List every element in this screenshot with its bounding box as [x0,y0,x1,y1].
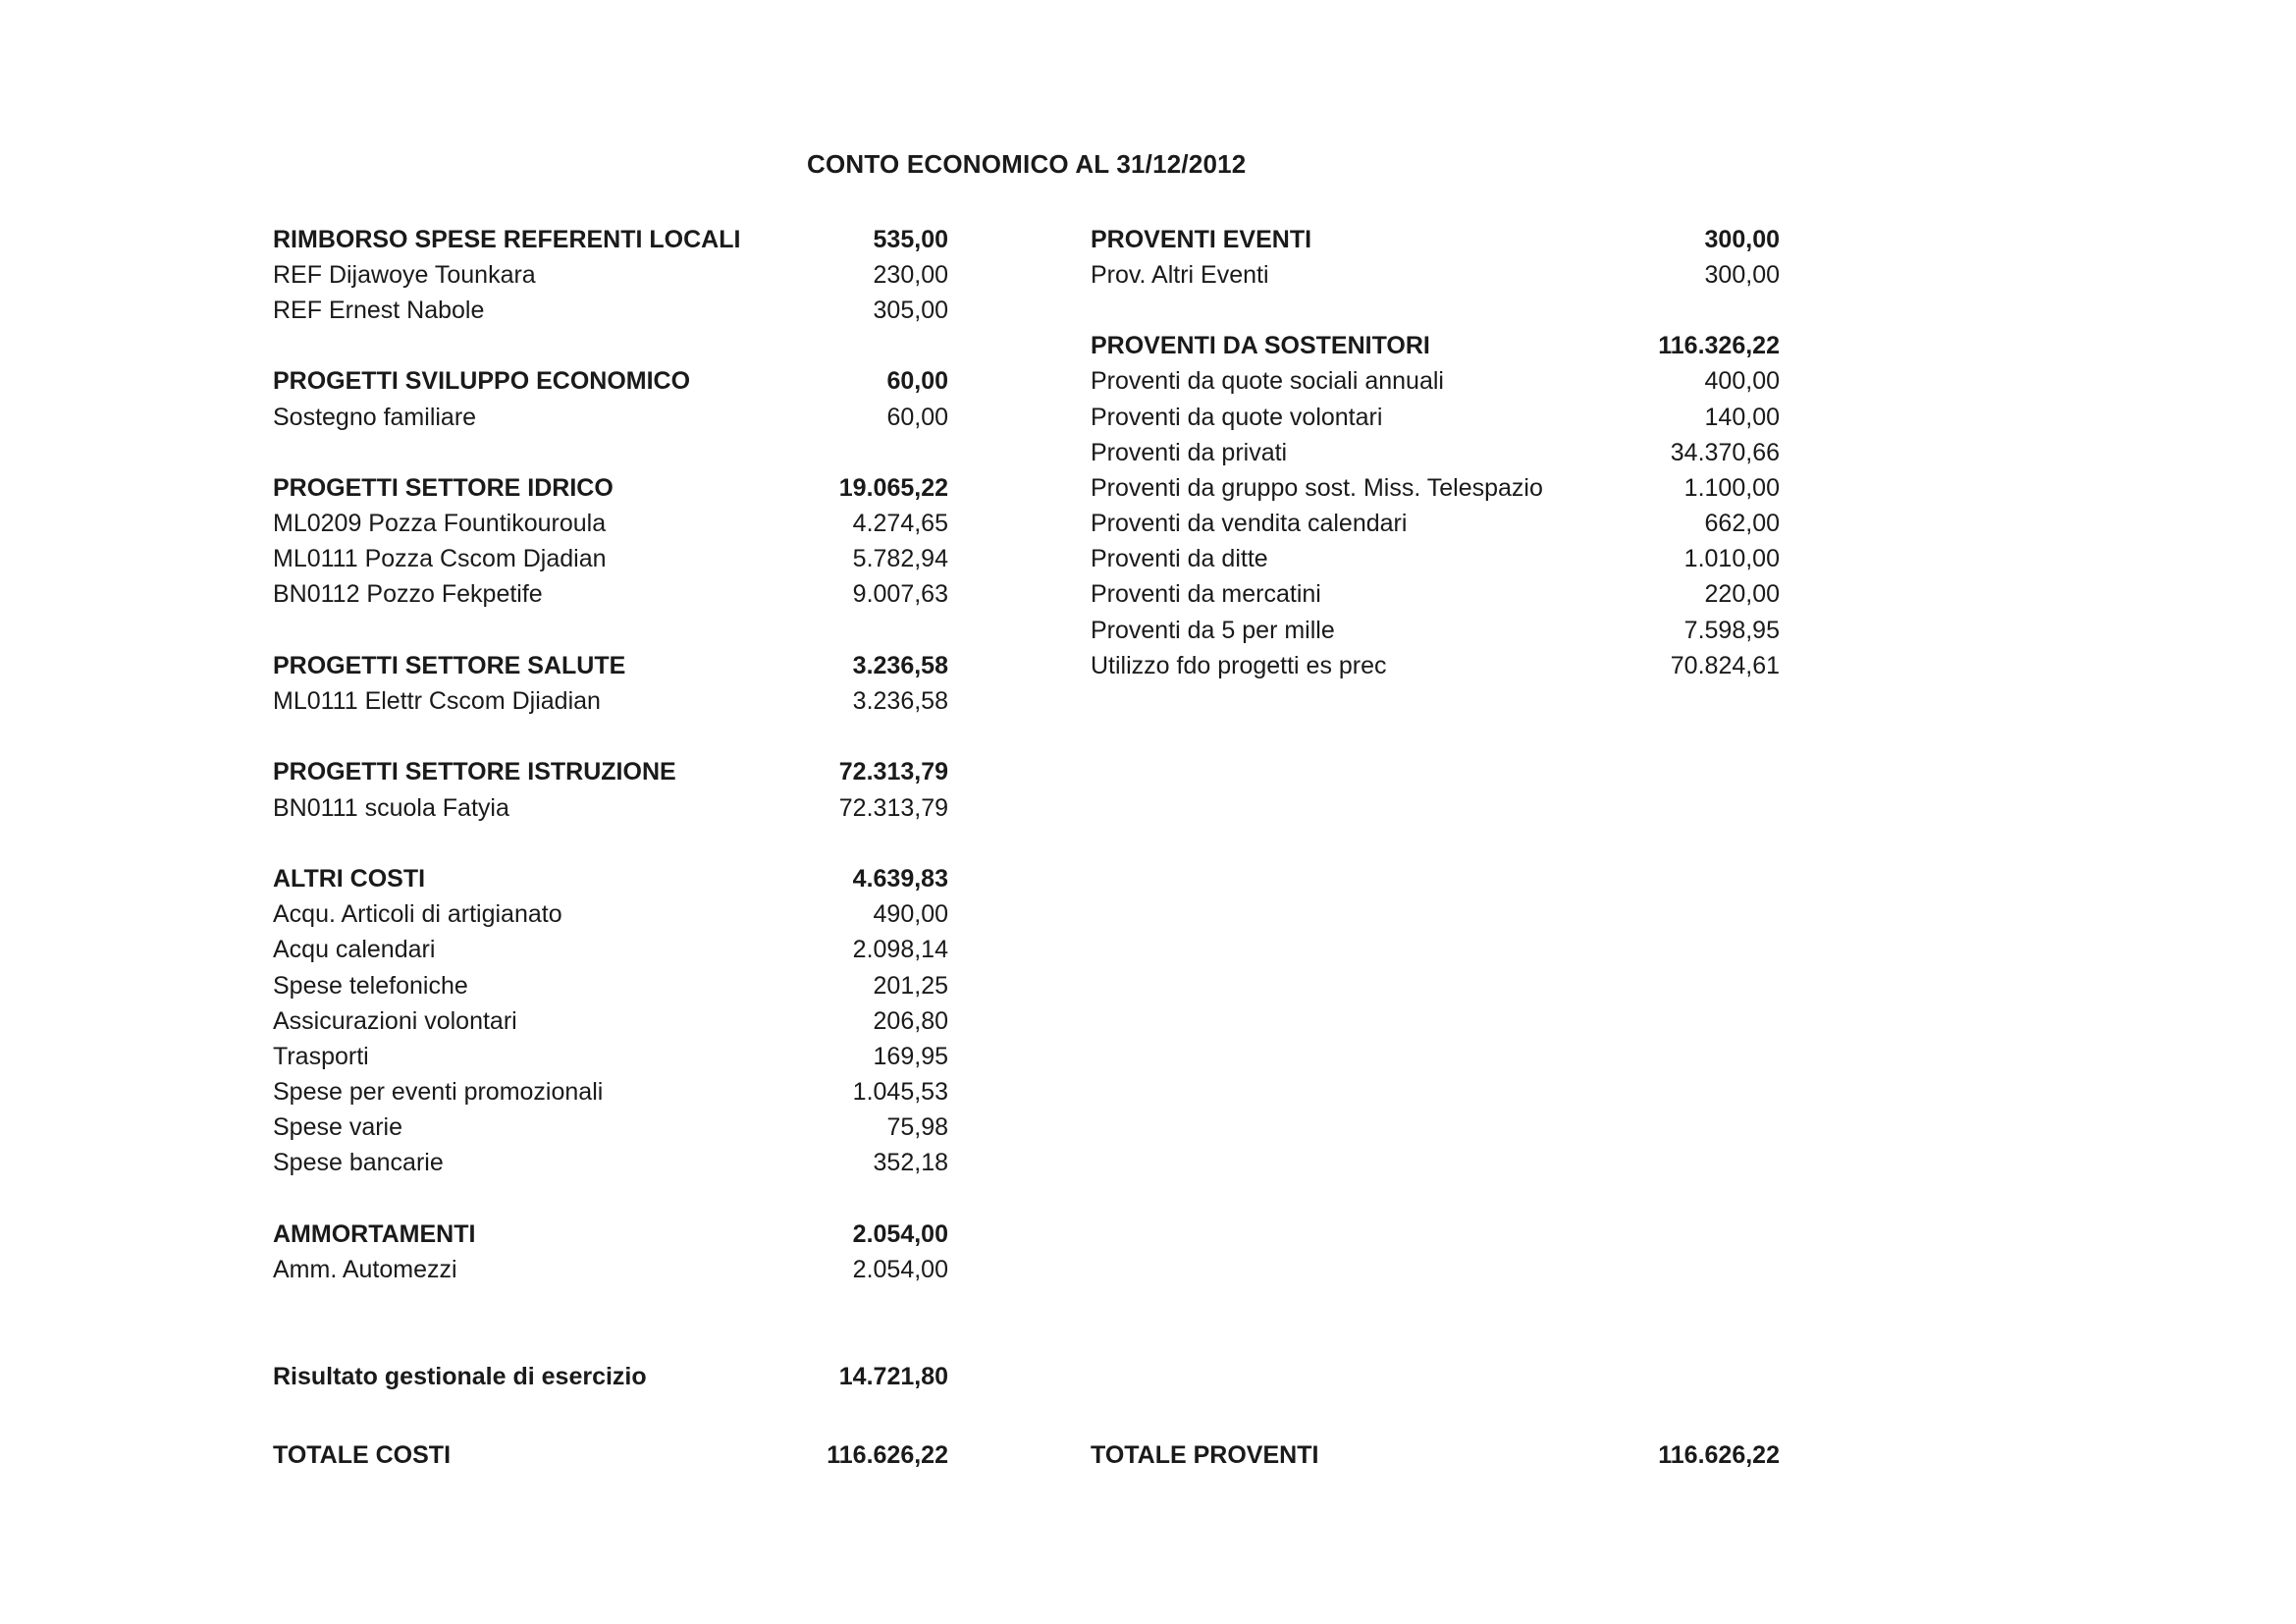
item-label: BN0111 scuola Fatyia [273,793,509,822]
section-amount: 535,00 [873,225,948,253]
item-label: ML0111 Elettr Cscom Djiadian [273,687,601,716]
line-item [1091,400,1780,435]
section-header-istruzione [273,755,948,790]
line-item [273,293,948,328]
total-revenues-row [1091,1437,1780,1473]
item-amount: 169,95 [873,1042,948,1070]
item-amount: 662,00 [1704,510,1780,538]
item-amount: 300,00 [1704,260,1780,289]
result-row [273,1359,948,1394]
spacer [273,826,948,861]
section-label: PROVENTI EVENTI [1091,225,1312,253]
item-amount: 34.370,66 [1670,438,1780,466]
line-item [1091,577,1780,613]
item-label: Acqu. Articoli di artigianato [273,900,562,929]
section-header-proventi-eventi [1091,222,1780,257]
section-header-altri-costi [273,861,948,896]
section-amount: 116.326,22 [1658,332,1780,360]
item-amount: 3.236,58 [852,687,948,716]
line-item [1091,435,1780,470]
item-amount: 9.007,63 [852,580,948,609]
spacer [273,1181,948,1217]
section-label: RIMBORSO SPESE REFERENTI LOCALI [273,225,741,253]
item-amount: 75,98 [886,1113,948,1142]
line-item [273,507,948,542]
spacer [273,720,948,755]
item-label: Proventi da quote sociali annuali [1091,367,1444,396]
item-amount: 201,25 [873,971,948,1000]
item-label: ML0111 Pozza Cscom Djadian [273,545,607,573]
item-label: Proventi da vendita calendari [1091,510,1408,538]
item-label: REF Ernest Nabole [273,296,485,324]
item-amount: 400,00 [1704,367,1780,396]
line-item [273,1039,948,1074]
result-label: Risultato gestionale di esercizio [273,1362,647,1390]
item-amount: 60,00 [886,403,948,431]
item-label: BN0112 Pozzo Fekpetife [273,580,543,609]
item-label: Proventi da gruppo sost. Miss. Telespazio [1091,473,1543,502]
section-header-proventi-sostenitori [1091,329,1780,364]
line-item [273,542,948,577]
section-header-ammortamenti [273,1217,948,1252]
section-header-salute [273,648,948,683]
section-label: PROGETTI SETTORE ISTRUZIONE [273,758,676,786]
line-item [273,400,948,435]
spacer [273,435,948,470]
item-label: Trasporti [273,1042,369,1070]
total-costs-label: TOTALE COSTI [273,1440,452,1469]
item-label: Proventi da ditte [1091,545,1268,573]
item-label: Spese varie [273,1113,403,1142]
costs-column [273,222,948,1394]
total-costs-amount: 116.626,22 [827,1440,948,1469]
section-amount: 60,00 [886,367,948,396]
item-label: Utilizzo fdo progetti es prec [1091,651,1387,679]
line-item [273,683,948,719]
item-amount: 490,00 [873,900,948,929]
line-item [273,968,948,1003]
line-item [273,1075,948,1110]
item-amount: 220,00 [1704,580,1780,609]
spacer [273,329,948,364]
section-label: PROVENTI DA SOSTENITORI [1091,332,1430,360]
item-label: Spese per eventi promozionali [273,1078,604,1107]
item-amount: 1.100,00 [1683,473,1780,502]
section-label: ALTRI COSTI [273,864,426,893]
item-label: Spese bancarie [273,1149,444,1177]
item-label: Acqu calendari [273,936,436,964]
item-amount: 4.274,65 [852,510,948,538]
section-amount: 19.065,22 [838,473,948,502]
item-label: ML0209 Pozza Fountikouroula [273,510,607,538]
section-amount: 2.054,00 [852,1219,948,1248]
line-item [1091,542,1780,577]
line-item [1091,470,1780,506]
item-label: Spese telefoniche [273,971,468,1000]
total-revenues-label: TOTALE PROVENTI [1091,1440,1319,1469]
item-amount: 2.054,00 [852,1256,948,1284]
line-item [1091,507,1780,542]
line-item [273,1003,948,1039]
line-item [273,577,948,613]
item-amount: 140,00 [1704,403,1780,431]
line-item [1091,364,1780,400]
item-label: Proventi da mercatini [1091,580,1321,609]
item-amount: 206,80 [873,1006,948,1035]
item-amount: 1.010,00 [1683,545,1780,573]
section-label: PROGETTI SETTORE SALUTE [273,651,626,679]
item-label: REF Dijawoye Tounkara [273,260,536,289]
section-amount: 300,00 [1704,225,1780,253]
item-amount: 1.045,53 [852,1078,948,1107]
spacer [1091,293,1780,328]
line-item [273,790,948,826]
item-amount: 7.598,95 [1683,616,1780,644]
section-amount: 4.639,83 [852,864,948,893]
line-item [273,897,948,933]
revenues-column [1091,222,1780,683]
line-item [273,1252,948,1287]
item-amount: 305,00 [873,296,948,324]
line-item [273,257,948,293]
section-header-idrico [273,470,948,506]
line-item [273,933,948,968]
item-label: Proventi da 5 per mille [1091,616,1335,644]
result-amount: 14.721,80 [838,1362,948,1390]
item-amount: 230,00 [873,260,948,289]
section-label: PROGETTI SVILUPPO ECONOMICO [273,367,691,396]
item-label: Amm. Automezzi [273,1256,457,1284]
item-amount: 2.098,14 [852,936,948,964]
line-item [1091,613,1780,648]
spacer [273,1288,948,1359]
section-amount: 3.236,58 [852,651,948,679]
item-amount: 72.313,79 [838,793,948,822]
section-header-rimborso [273,222,948,257]
line-item [273,1146,948,1181]
line-item [273,1110,948,1146]
section-label: PROGETTI SETTORE IDRICO [273,473,614,502]
item-label: Prov. Altri Eventi [1091,260,1269,289]
section-header-sviluppo [273,364,948,400]
item-label: Proventi da quote volontari [1091,403,1383,431]
item-amount: 352,18 [873,1149,948,1177]
line-item [1091,648,1780,683]
section-amount: 72.313,79 [838,758,948,786]
item-label: Proventi da privati [1091,438,1288,466]
item-label: Assicurazioni volontari [273,1006,517,1035]
spacer [273,613,948,648]
section-label: AMMORTAMENTI [273,1219,476,1248]
item-amount: 70.824,61 [1670,651,1780,679]
item-label: Sostegno familiare [273,403,477,431]
total-revenues-amount: 116.626,22 [1658,1440,1780,1469]
total-costs-row [273,1437,948,1473]
page-title: CONTO ECONOMICO AL 31/12/2012 [807,149,1247,179]
line-item [1091,257,1780,293]
item-amount: 5.782,94 [852,545,948,573]
